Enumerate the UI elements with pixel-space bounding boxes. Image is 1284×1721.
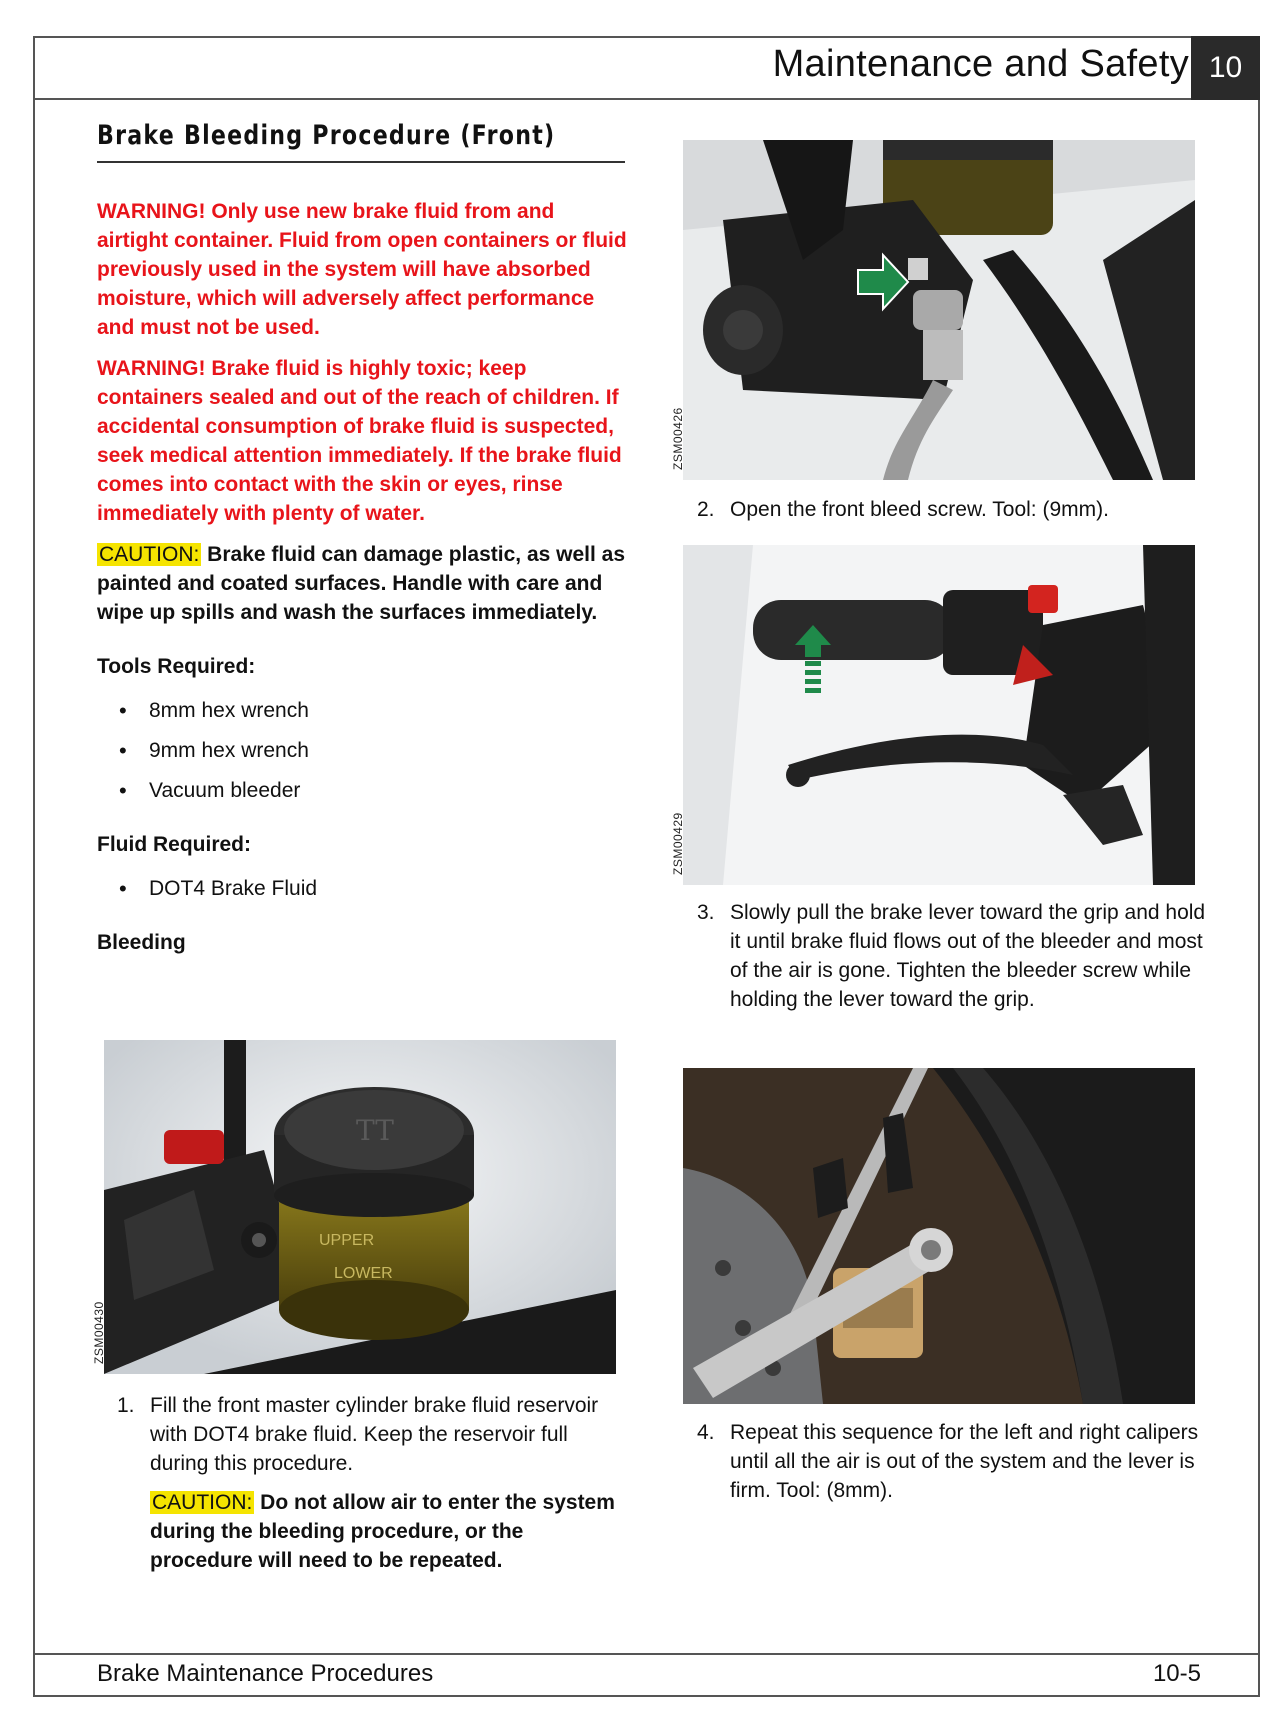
reservoir-illustration [104,1040,616,1374]
caution-text: Brake fluid can damage plastic, as well as painted and coated surfaces. Handle with care and wipe up spills and wash the surfaces immediately. [97,543,626,624]
step-number: 3. [697,901,715,924]
footer-page-number: 10-5 [1152,1660,1201,1687]
header-rule [33,98,1260,100]
step-number: 2. [697,498,715,521]
caution-text: Do not allow air to enter the system during the bleeding procedure, or the procedure will need to be repeated. [150,1491,615,1572]
caution-surfaces [97,540,627,627]
reservoir-upper-mark: UPPER [319,1232,375,1249]
section-title: Brake Bleeding Procedure (Front) [97,120,556,151]
step-2 [697,495,1197,524]
brake-lever-illustration [683,545,1195,885]
photo-code: ZSM00426 [671,407,685,470]
step-text: Fill the front master cylinder brake fluid reservoir with DOT4 brake fluid. Keep the reservoir full during this procedure. [150,1394,599,1475]
photo-reservoir [92,1040,616,1374]
photo-code: ZSM00429 [671,812,685,875]
photo-code: ZSM00431 [671,1331,685,1394]
warning-fluid-new: WARNING! Only use new brake fluid from and airtight container. Fluid from open containers or fluid previously used in the system will have absorbed moisture, which will adversely affect performance and must not be used. [97,200,627,339]
list-item: • DOT4 Brake Fluid [119,869,627,909]
photo-code: ZSM00430 [92,1301,106,1364]
photo-brake-lever [671,545,1195,885]
header-title: Maintenance and Safety [772,43,1189,85]
step-1 [117,1391,627,1575]
photo-caliper-wrench [671,1068,1195,1404]
photo-bleed-screw [671,140,1195,480]
step-number: 1. [117,1394,135,1417]
tools-list [97,691,627,811]
step-4 [697,1418,1207,1505]
left-column [97,120,627,967]
caliper-wrench-illustration [683,1068,1195,1404]
step-1-caution [150,1488,627,1575]
bleed-screw-illustration [683,140,1195,480]
list-item: • Vacuum bleeder [119,771,627,811]
fluid-heading: Fluid Required: [97,833,251,856]
bleeding-heading: Bleeding [97,931,186,954]
caution-tag: CAUTION: [152,1491,253,1514]
cap-logo: TT [356,1114,394,1147]
list-item: • 9mm hex wrench [119,731,627,771]
caution-tag: CAUTION: [99,543,200,566]
reservoir-lower-mark: LOWER [334,1265,393,1282]
step-text: Open the front bleed screw. Tool: (9mm). [730,498,1109,521]
footer-rule [33,1653,1260,1655]
step-3 [697,898,1207,1014]
fluid-list [97,869,627,909]
footer-section: Brake Maintenance Procedures [97,1660,434,1687]
step-number: 4. [697,1421,715,1444]
warning-fluid-toxic: WARNING! Brake fluid is highly toxic; keep containers sealed and out of the reach of children. If accidental consumption of brake fluid is suspected, seek medical attention immediately. If the brake fluid comes into contact with the skin or eyes, rinse immediately with plenty of water. [97,357,622,525]
list-item: • 8mm hex wrench [119,691,627,731]
step-text: Slowly pull the brake lever toward the grip and hold it until brake fluid flows out of the bleeder and most of the air is gone. Tighten the bleeder screw while holding the lever toward the grip. [730,901,1206,1011]
chapter-number: 10 [1191,36,1260,100]
tools-heading: Tools Required: [97,655,256,678]
step-text: Repeat this sequence for the left and right calipers until all the air is out of the system and the lever is firm. Tool: (8mm). [730,1421,1199,1502]
section-title-rule [97,161,625,163]
